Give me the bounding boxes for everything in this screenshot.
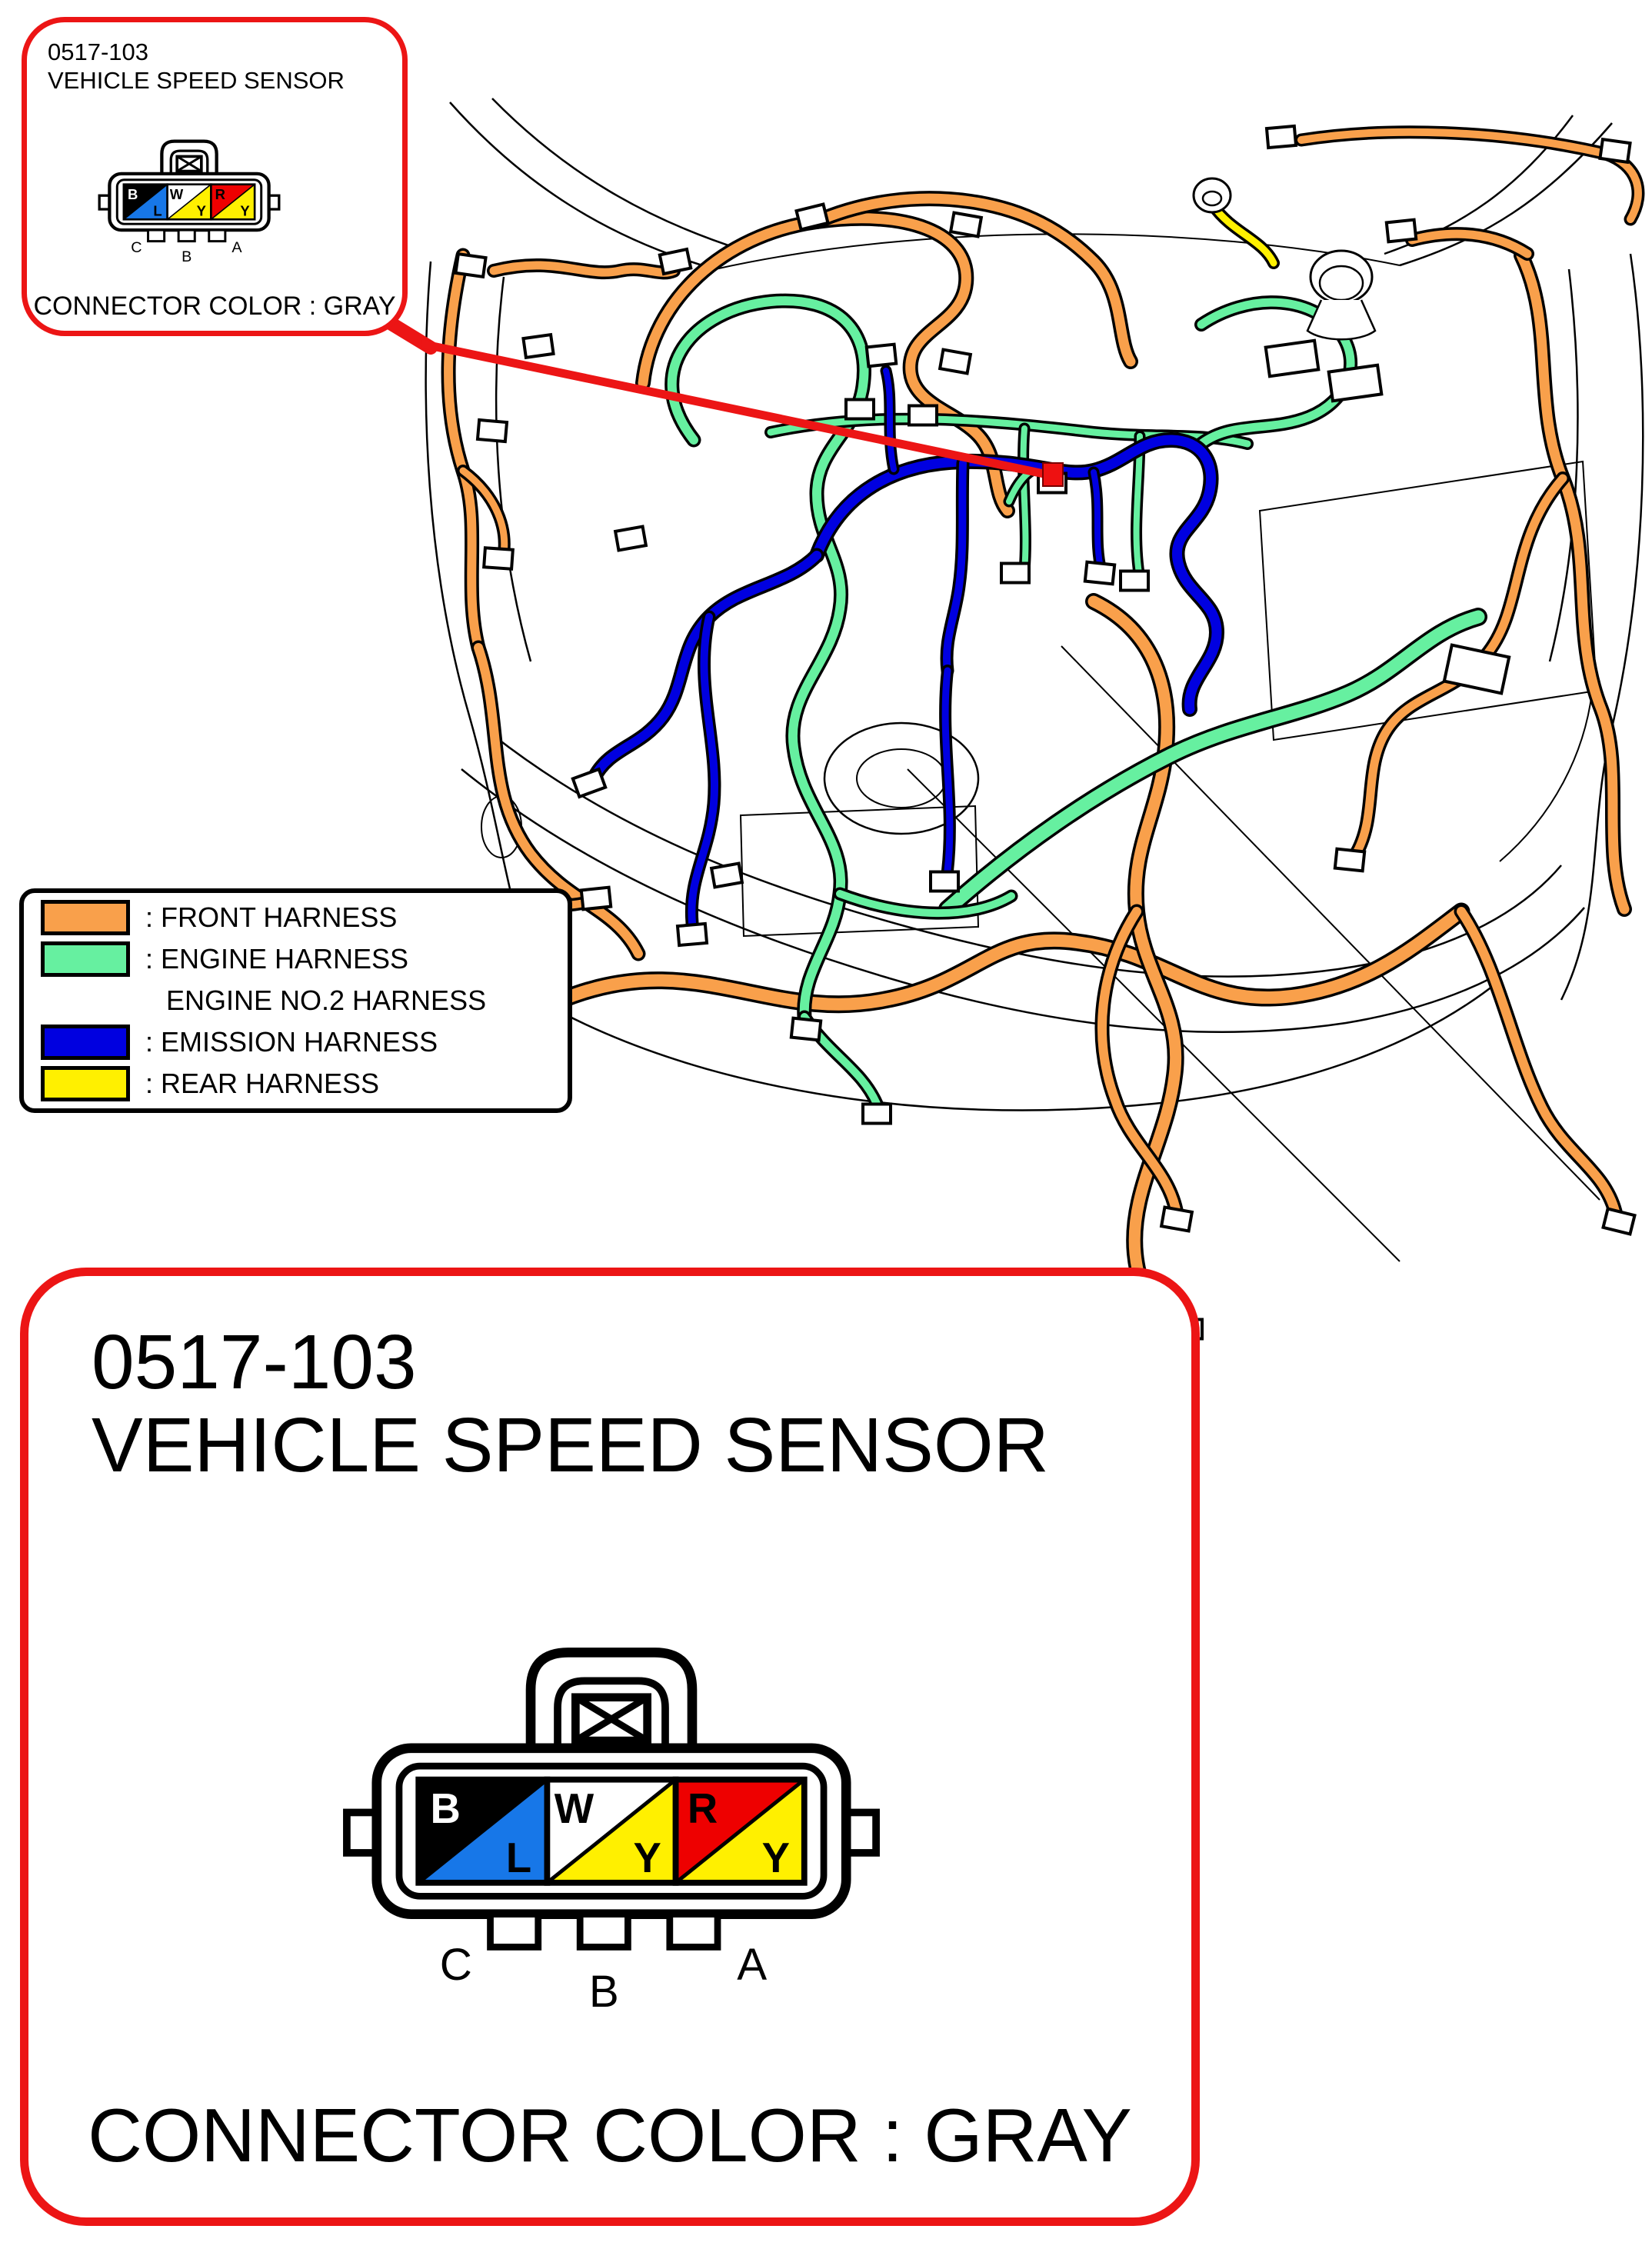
harness-connector-box	[581, 888, 611, 910]
part-name: VEHICLE SPEED SENSOR	[92, 1402, 1049, 1488]
connector-color-label: CONNECTOR COLOR : GRAY	[88, 2093, 1132, 2177]
harness-connector-box	[573, 769, 605, 797]
harness-connector-box	[711, 864, 742, 888]
harness-connector-box	[615, 527, 646, 551]
legend-row	[24, 939, 568, 979]
legend-swatch-front	[41, 900, 130, 935]
legend-row	[24, 1022, 568, 1062]
harness-connector-box	[846, 400, 874, 419]
harness-connector-box	[791, 1018, 821, 1041]
harness-connector-box	[1085, 562, 1114, 585]
harness-connector-box	[1001, 564, 1029, 583]
connector-color-label: CONNECTOR COLOR : GRAY	[33, 292, 396, 321]
connector-diagram-large	[342, 1638, 881, 2011]
legend-label: : REAR HARNESS	[145, 1068, 380, 1099]
harness-connector-box	[455, 254, 485, 277]
harness-connector-box	[951, 213, 981, 237]
legend-swatch-engine	[41, 941, 130, 977]
legend-label: : EMISSION HARNESS	[145, 1026, 438, 1058]
legend-row	[24, 1064, 568, 1104]
harness-wires	[448, 132, 1638, 1323]
harness-connector-box	[867, 345, 896, 367]
harness-connector-box	[909, 406, 937, 425]
harness-connector-box	[1266, 341, 1319, 377]
part-code: 0517-103	[92, 1319, 417, 1405]
harness-connector-box	[931, 872, 958, 891]
legend-swatch-emission	[41, 1025, 130, 1060]
harness-connector-box	[678, 924, 707, 945]
legend-swatch-rear	[41, 1066, 130, 1101]
harness-connector-box	[1387, 220, 1416, 242]
harness-connector-box	[1161, 1208, 1192, 1231]
harness-connector-box	[1267, 126, 1296, 148]
harness-connector-box	[1604, 1209, 1635, 1234]
pointer	[368, 309, 1063, 486]
harness-connector-box	[940, 350, 971, 374]
part-name: VEHICLE SPEED SENSOR	[48, 67, 345, 94]
legend-label: ENGINE NO.2 HARNESS	[166, 985, 487, 1016]
harness-connector-box	[1600, 139, 1630, 162]
callout-large	[20, 1268, 1200, 2226]
harness-connector-box	[660, 249, 691, 274]
legend-label: : FRONT HARNESS	[145, 901, 398, 933]
harness-connector-box	[484, 548, 513, 568]
connector-diagram-small	[98, 136, 281, 263]
part-code: 0517-103	[48, 38, 149, 65]
legend-label: : ENGINE HARNESS	[145, 943, 409, 975]
callout-small	[22, 17, 408, 336]
harness-connector-box	[523, 335, 553, 358]
harness-connector-box	[1121, 571, 1148, 591]
harness-connector-box	[1329, 365, 1382, 401]
sensor-location-marker	[1043, 463, 1063, 486]
connector-boxes	[446, 126, 1634, 1339]
legend-row	[24, 898, 568, 938]
legend-row	[24, 981, 568, 1021]
harness-connector-box	[478, 420, 507, 441]
harness-connector-box	[863, 1105, 891, 1124]
harness-connector-box	[1335, 849, 1364, 871]
harness-legend	[19, 888, 572, 1113]
